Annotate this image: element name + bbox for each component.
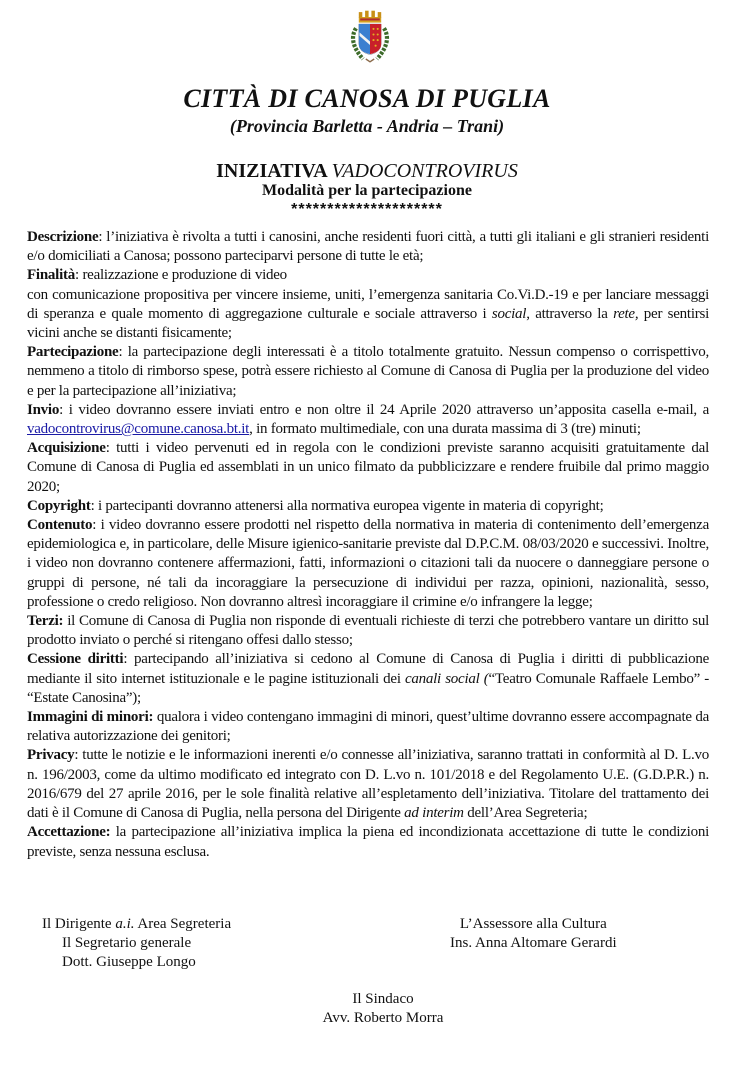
coat-of-arms-icon [335, 2, 405, 74]
section-accettazione [27, 823, 709, 861]
sig-italic: a.i. [115, 916, 135, 932]
sep: : [123, 651, 135, 668]
italic-text: canali social ( [404, 670, 489, 687]
section-finalita [27, 266, 709, 285]
section-label: Acquisizione [27, 440, 106, 457]
section-label: Cessione diritti [27, 651, 124, 668]
sep: : [75, 267, 83, 284]
signature-dirigente [42, 915, 231, 972]
section-text: partecipando all’iniziativa si cedono al Comune di Canosa di Puglia i diritti di pubblicazione mediante il sito internet istituzionale e le pagine istituzionali dei [27, 651, 710, 687]
signature-name: Dott. Giuseppe Longo [62, 954, 196, 970]
signature-role [42, 915, 231, 934]
section-partecipazione [27, 343, 709, 401]
section-label: Copyright [27, 497, 91, 514]
signature-sindaco [0, 990, 734, 1028]
section-text: “Teatro Comunale Raffaele Lembo” - “Estate Canosina”); [27, 670, 709, 706]
sep: : [118, 344, 128, 361]
section-acquisizione [27, 439, 709, 497]
section-text: , attraverso la [526, 305, 614, 322]
section-text: per sentirsi vicini anche se distanti fisicamente; [27, 305, 709, 342]
signature-name: Ins. Anna Altomare Gerardi [450, 935, 617, 951]
sep: : [90, 497, 99, 514]
sep: : [98, 229, 107, 245]
section-invio [27, 401, 709, 439]
section-text: la partecipazione degli interessati è a titolo totalmente gratuito. Nessun compenso o corrispettivo, nemmeno a titolo di rimborso spese, potrà essere richiesto al Comune di Canosa di Puglia per la produzione del video e per la partecipazione all’iniziativa; [27, 344, 710, 399]
section-text: il Comune di Canosa di Puglia non risponde di eventuali richieste di terzi che potrebbero vantare un diritto sul prodotto inviato o perché si ritengano offesi dallo stesso; [27, 613, 710, 649]
rules-body [27, 228, 709, 862]
section-privacy [27, 746, 709, 823]
section-text: la partecipazione all’iniziativa implica la piena ed incondizionata accettazione di tutte le condizioni previste, senza nessuna esclusa. [27, 824, 709, 860]
signature-title: Il Segretario generale [62, 935, 192, 951]
section-descrizione [27, 228, 709, 266]
section-cessione-diritti [27, 650, 709, 708]
signature-assessore [450, 915, 617, 953]
section-label: Accettazione: [27, 824, 111, 841]
signature-name: Avv. Roberto Morra [322, 1010, 444, 1026]
section-label: Contenuto [27, 517, 93, 534]
section-label: Immagini di minori: [27, 709, 154, 726]
italic-text: social [491, 305, 527, 322]
section-immagini-minori [27, 708, 709, 746]
section-text: i partecipanti dovranno attenersi alla normativa europea vigente in materia di copyright; [98, 497, 604, 514]
sig-text: Area Segreteria [134, 916, 232, 932]
section-text: , in formato multimediale, con una durata massima di 3 (tre) minuti; [249, 421, 641, 438]
section-label: Finalità [27, 267, 76, 284]
asterisk-divider: ********************* [291, 201, 443, 218]
initiative-title [0, 160, 734, 183]
section-contenuto [27, 516, 709, 612]
section-text: qualora i video contengano immagini di minori, quest’ultime dovranno essere accompagnate da relativa autorizzazione dei genitori; [27, 709, 710, 745]
section-text: tutti i video pervenuti ed in regola con le condizioni previste saranno acquisiti gratuitamente dal Comune di Canosa di Puglia ed assemblati in un unico filmato da pubblicizzare e rendere fruibile dal primo maggio 2020; [27, 440, 709, 495]
sep: : [105, 440, 117, 457]
signature-role: L’Assessore alla Cultura [459, 916, 607, 932]
section-text: l’iniziativa è rivolta a tutti i canosini, anche residenti fuori città, a tutti gli italiani e gli stranieri residenti e/o domiciliati a Canosa; possono parteciparvi persone di tutte le età; [27, 229, 709, 265]
section-label: Terzi: [27, 613, 64, 630]
section-label: Descrizione [27, 229, 99, 245]
sep: : [74, 747, 83, 764]
section-terzi [27, 612, 709, 650]
section-text: con comunicazione propositiva per vincere insieme, uniti, l’emergenza sanitaria Co.Vi.D.-19 e per lanciare messaggi di speranza e quale momento di aggregazione culturale e sociale attraverso i [27, 286, 709, 322]
section-label: Invio [27, 401, 60, 418]
signature-role: Il Sindaco [352, 991, 414, 1007]
province-subtitle: (Provincia Barletta - Andria – Trani) [229, 116, 505, 136]
city-title: CITTÀ DI CANOSA DI PUGLIA [183, 84, 551, 113]
section-text: i video dovranno essere prodotti nel rispetto della normativa in materia di contenimento dell’emergenza epidemiologica e, in particolare, delle Misure igienico-sanitarie previste dal D.P.C.M. 08/03/2020 e successivi. Inoltre, i video non dovranno contenere affermazioni, fatti, informazioni o citazioni tali da nuocere o danneggiare persone o gruppi di persone, né tali da incoraggiare la persecuzione di individui per razza, opinioni, nazionalità, sesso, professione o credo religioso. Non dovranno altresì incoraggiare il crimine e/o infrangere la legge; [27, 517, 710, 610]
section-text: tutte le notizie e le informazioni inerenti e/o connesse all’iniziativa, saranno trattati in conformità al D. L.vo n. 196/2003, come da ultimo modificato ed integrato con D. L.vo n. 101/2018 e del Regolamento U.E. (G.D.P.R.) n. 2016/679 del 27 aprile 2016, per le sole finalità relative all’espletamento dell’iniziativa. Titolare del trattamento dei dati è il Comune di Canosa di Puglia, nella persona del Dirigente [27, 747, 709, 822]
section-label: Partecipazione [27, 344, 119, 361]
section-copyright [27, 497, 709, 516]
section-label: Privacy [27, 747, 75, 764]
section-text: i video dovranno essere inviati entro e non oltre il 24 Aprile 2020 attraverso un’apposita casella e-mail, a [68, 401, 709, 418]
participation-subtitle: Modalità per la partecipazione [262, 182, 472, 199]
sig-text: Il Dirigente [42, 916, 116, 932]
sep: : [59, 401, 69, 418]
sep: : [92, 517, 101, 534]
initiative-name: VADOCONTROVIRUS [331, 160, 518, 182]
initiative-prefix: INIZIATIVA [216, 160, 332, 182]
email-link[interactable]: vadocontrovirus@comune.canosa.bt.it [27, 421, 250, 438]
section-finalita-cont [27, 286, 709, 344]
section-text: realizzazione e produzione di video [82, 267, 287, 284]
italic-text: rete, [613, 305, 639, 322]
section-text: dell’Area Segreteria; [463, 805, 588, 822]
italic-text: ad interim [404, 805, 464, 822]
